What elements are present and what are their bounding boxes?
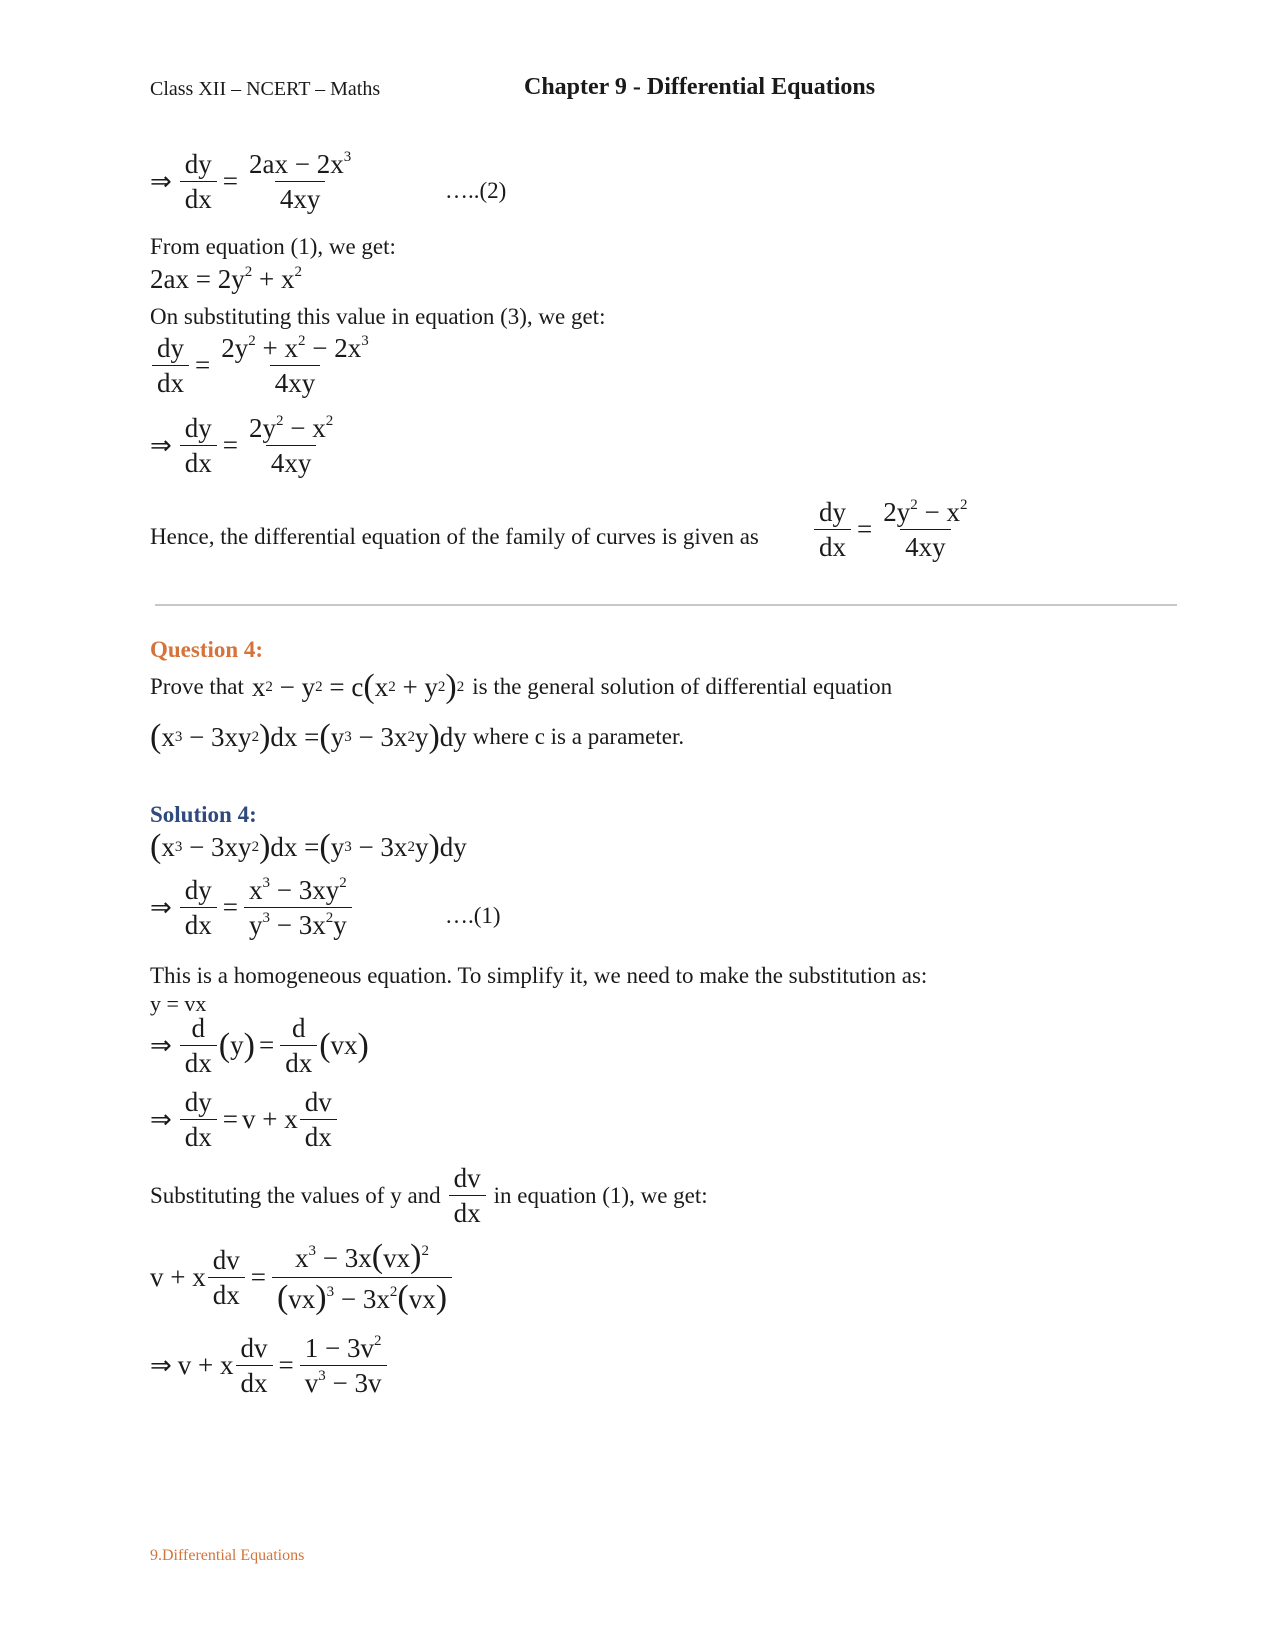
text-prove-that: Prove that [150, 674, 244, 699]
equation-1: ⇒ $\frac{dy}{dx}$ = $\frac{x^3 - 3xy^2}{y^3 - 3x^2y}$ [150, 876, 354, 940]
text-from-equation-1: From equation (1), we get: [150, 234, 396, 259]
footer-chapter-label: 9.Differential Equations [150, 1547, 305, 1564]
equation-2ax: $2ax = 2y^2 + x^2$ [150, 264, 302, 294]
substituting-line [150, 1164, 708, 1228]
equation-final-answer: $\frac{dy}{dx}$ = $\frac{2y^2 - x^2}{4xy}$ [812, 498, 974, 562]
equation-substituted: $\frac{dy}{dx}$ = $\frac{2y^2 + x^2 - 2x^3}{4xy}$ [150, 334, 376, 398]
solution-heading: Solution 4: [150, 802, 257, 827]
equation-2: ⇒ $\frac{dy}{dx}$ = $\frac{2ax - 2x^3}{4xy}$ [150, 149, 352, 215]
text-substituting-values: Substituting the values of y and [150, 1182, 441, 1208]
equation-v-simplified: ⇒ v + x $\frac{dv}{dx}$ = $\frac{1 - 3v^2}{v^3 - 3v}$ [150, 1334, 389, 1398]
text-in-equation-1: in equation (1), we get: [493, 1182, 708, 1208]
text-substituting-eq3: On substituting this value in equation (3), we get: [150, 304, 606, 329]
equation-substituted-v: v + x $\frac{dv}{dx}$ = $\frac{x^3 - 3x(vx)^2}{(vx)^3 - 3x^2(vx)}$ [150, 1240, 454, 1315]
equation-dy-dx-v: ⇒ $\frac{dy}{dx}$ = v + x $\frac{dv}{dx}$ [150, 1088, 339, 1152]
equation-general-solution: x 2 − y 2 = c ( x 2 + y 2 ) 2 [251, 668, 465, 705]
text-hence: Hence, the differential equation of the family of curves is given as [150, 524, 759, 549]
header-class-label: Class XII – NCERT – Maths [150, 78, 381, 100]
question-heading: Question 4: [150, 637, 264, 662]
fraction-dv-dx: $\frac{dv}{dx}$ [447, 1164, 488, 1228]
text-y-equals-vx: y = vx [150, 991, 207, 1016]
section-divider [155, 604, 1177, 606]
equation-differential: ( x 3 − 3xy 2 ) dx = ( y 3 − 3x 2 y ) dy [150, 718, 467, 755]
header-chapter-title: Chapter 9 - Differential Equations [524, 74, 876, 100]
text-homogeneous: This is a homogeneous equation. To simplify it, we need to make the substitution as: [150, 963, 928, 988]
text-where-c: where c is a parameter. [472, 724, 685, 749]
equation-simplified: ⇒ $\frac{dy}{dx}$ = $\frac{2y^2 - x^2}{4xy}$ [150, 413, 334, 479]
question-line-1 [150, 670, 892, 704]
equation-tag-1: ….(1) [445, 903, 501, 928]
equation-solution-start: ( x 3 − 3xy 2 ) dx = ( y 3 − 3x 2 y ) dy [150, 828, 467, 865]
question-line-2 [150, 720, 684, 754]
text-prove-mid: is the general solution of differential equation [472, 674, 893, 699]
equation-tag-2: …..(2) [445, 178, 507, 203]
equation-derivative-vx: ⇒ $\frac{d}{dx}$ ( y ) = $\frac{d}{dx}$ ( vx ) [150, 1013, 369, 1079]
